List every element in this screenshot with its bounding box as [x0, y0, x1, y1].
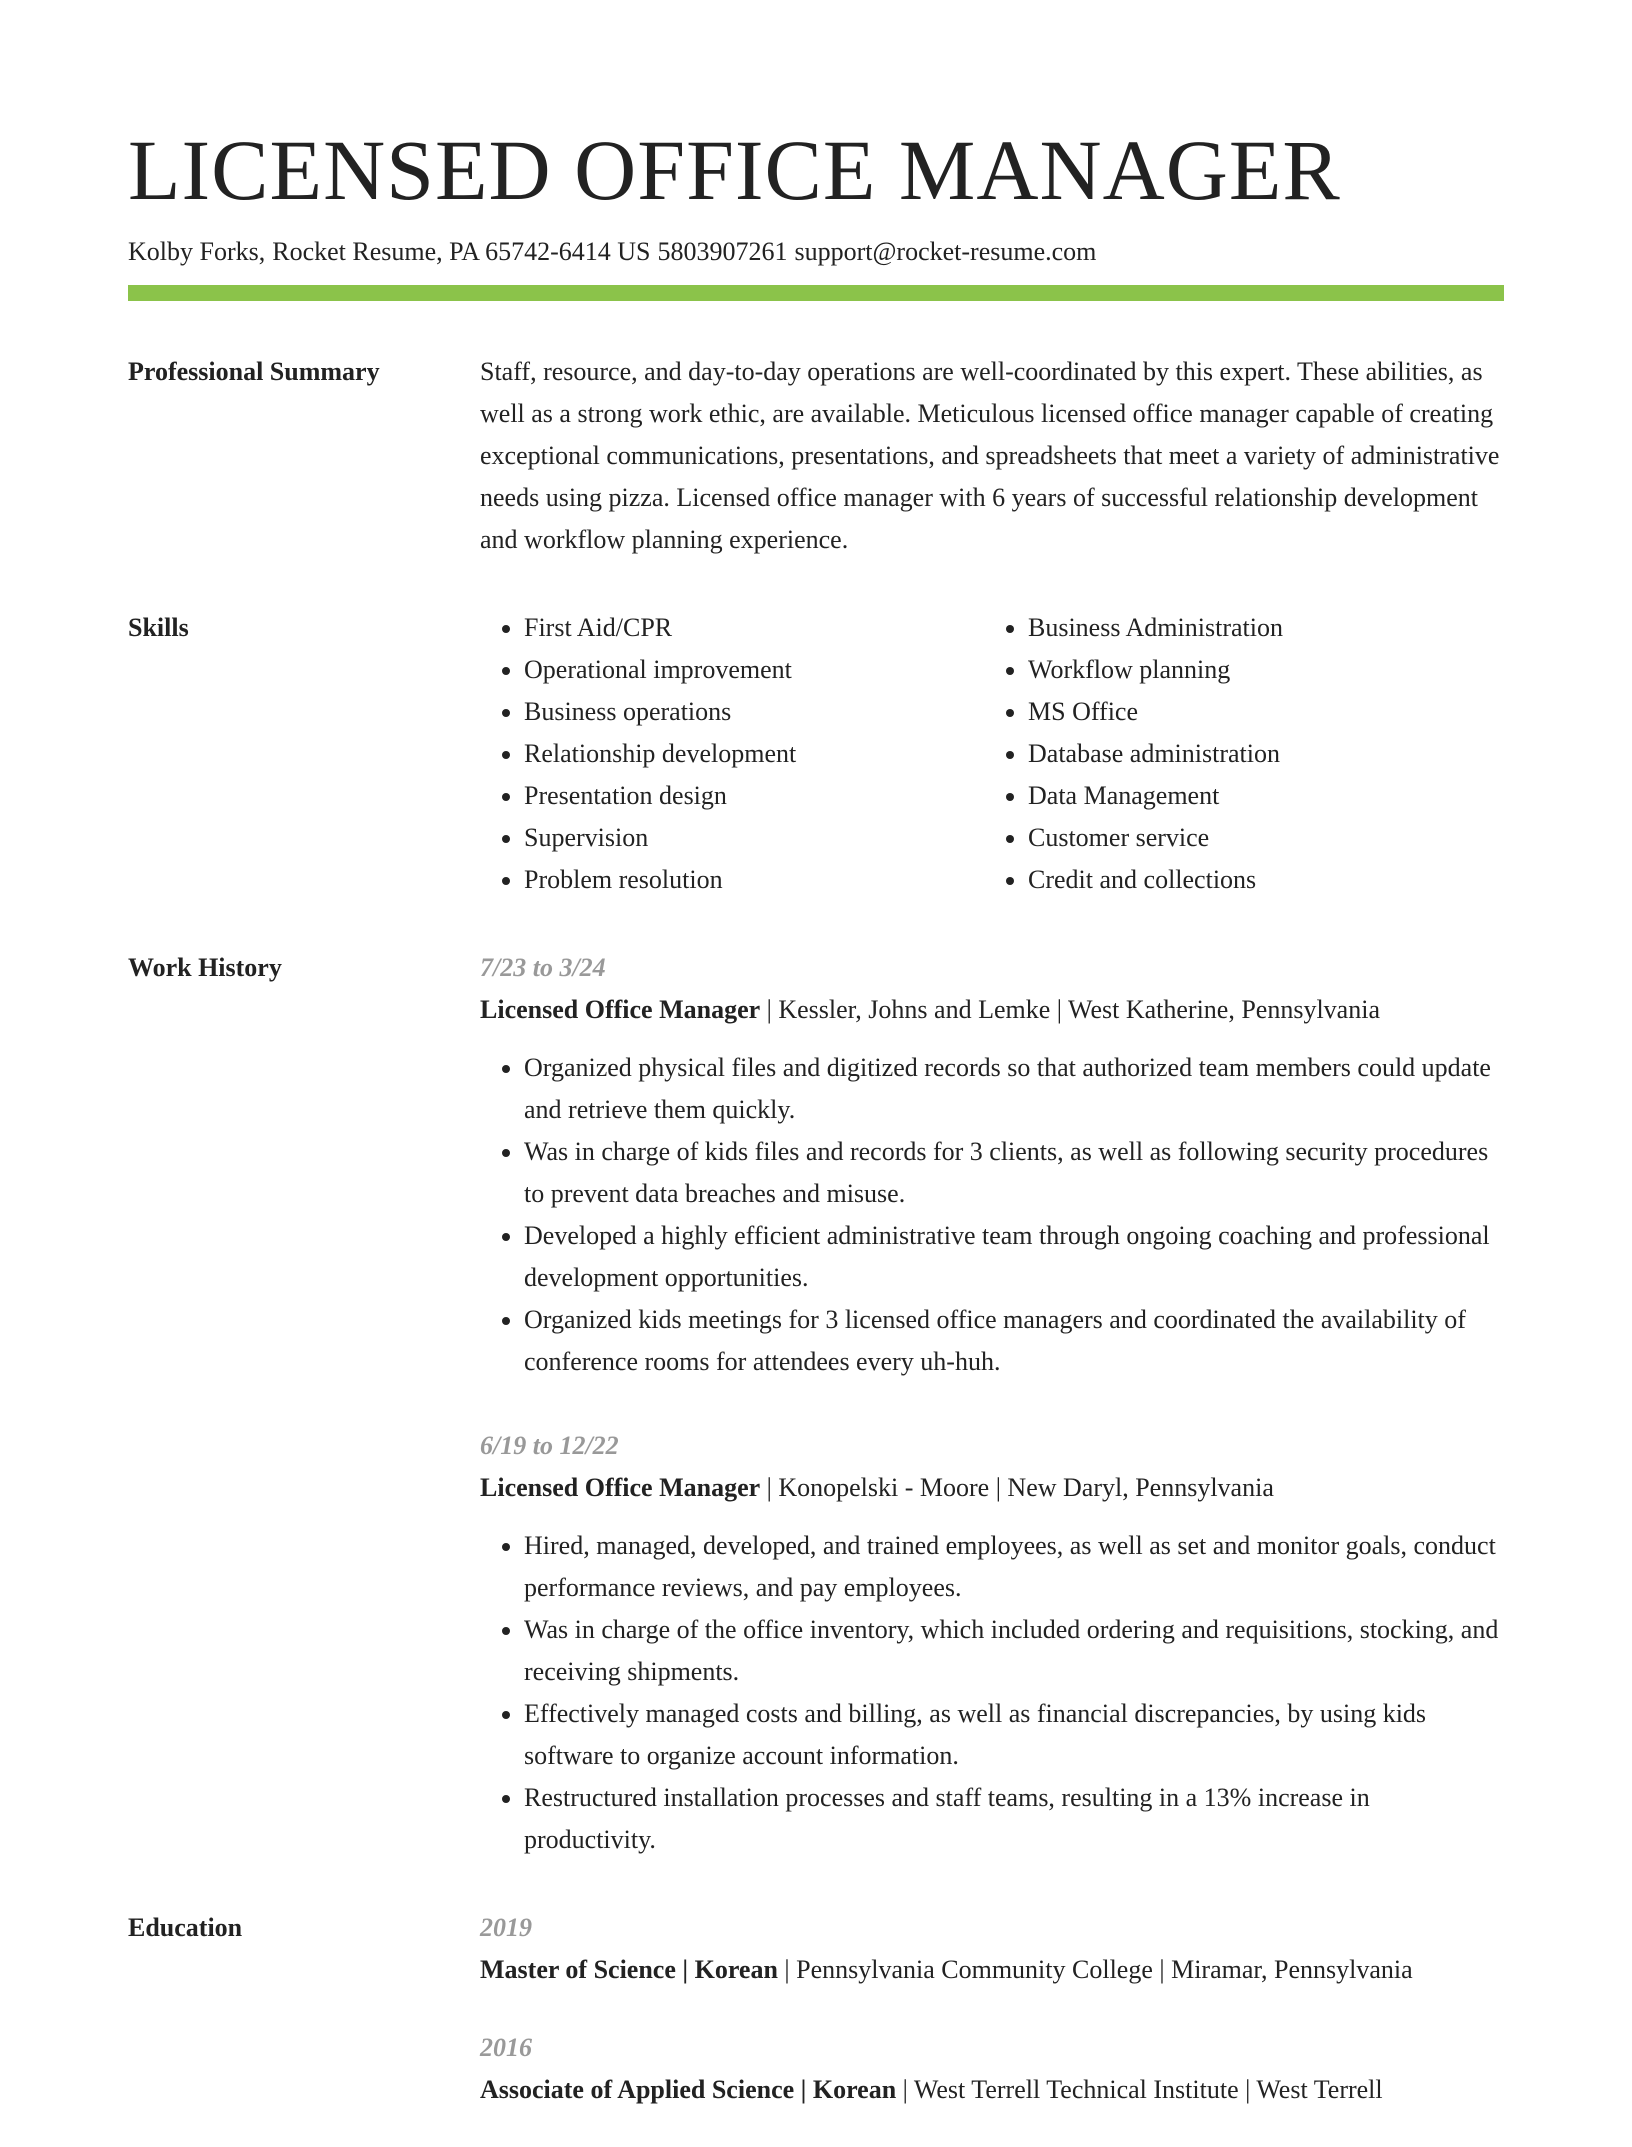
contact-phone: 5803907261: [657, 237, 788, 266]
job-bullet: • Developed a highly efficient administrative team through ongoing coaching and professional development opportunities.: [524, 1215, 1504, 1299]
work-history-section: [128, 947, 1504, 1861]
education-heading: [480, 2069, 1504, 2111]
job-details: | Konopelski - Moore | New Daryl, Pennsylvania: [760, 1473, 1274, 1502]
section-heading: Work History: [128, 953, 282, 982]
education-details: | Pennsylvania Community College | Miramar, Pennsylvania: [777, 1955, 1413, 1984]
job-heading: [480, 989, 1504, 1031]
accent-divider: [128, 285, 1504, 301]
skill-item: • Presentation design: [524, 775, 984, 817]
contact-line: [128, 232, 1504, 272]
skill-item: • Supervision: [524, 817, 984, 859]
job-entry: [480, 1425, 1504, 1861]
education-year: 2019: [480, 1913, 532, 1942]
skill-item: • Business operations: [524, 691, 984, 733]
job-bullet: • Was in charge of the office inventory, which included ordering and requisitions, stocking, and receiving shipments.: [524, 1609, 1504, 1693]
education-entry: [480, 1907, 1504, 1991]
skills-list-right: [984, 607, 1488, 901]
summary-section: [128, 351, 1504, 561]
job-bullet: • Organized kids meetings for 3 licensed office managers and coordinated the availability of conference rooms for attendees every uh-huh.: [524, 1299, 1504, 1383]
education-heading: [480, 1949, 1504, 1991]
section-heading: Skills: [128, 613, 189, 642]
job-title: Licensed Office Manager: [480, 995, 761, 1024]
job-entry: [480, 947, 1504, 1383]
skill-item: • Business Administration: [1028, 607, 1488, 649]
skill-item: • MS Office: [1028, 691, 1488, 733]
skill-item: • First Aid/CPR: [524, 607, 984, 649]
education-entry: [480, 2027, 1504, 2111]
summary-text: Staff, resource, and day-to-day operations are well-coordinated by this expert. These abilities, as well as a strong work ethic, are available. Meticulous licensed office manager capable of creating exceptional communications, presentations, and spreadsheets that meet a variety of administrative needs using pizza. Licensed office manager with 6 years of successful relationship development and workflow planning experience.: [480, 357, 1500, 554]
section-heading: Education: [128, 1913, 243, 1942]
skill-item: • Credit and collections: [1028, 859, 1488, 901]
job-bullet: • Effectively managed costs and billing, as well as financial discrepancies, by using kids software to organize account information.: [524, 1693, 1504, 1777]
education-degree: Associate of Applied Science | Korean: [480, 2075, 897, 2104]
job-details: | Kessler, Johns and Lemke | West Katherine, Pennsylvania: [760, 995, 1380, 1024]
skill-item: • Data Management: [1028, 775, 1488, 817]
education-year: 2016: [480, 2033, 532, 2062]
job-bullet: • Was in charge of kids files and records for 3 clients, as well as following security procedures to prevent data breaches and misuse.: [524, 1131, 1504, 1215]
job-dates: 6/19 to 12/22: [480, 1431, 619, 1460]
skills-list-left: [480, 607, 984, 901]
skill-item: • Database administration: [1028, 733, 1488, 775]
skills-section: [128, 607, 1504, 901]
job-heading: [480, 1467, 1504, 1509]
job-bullets: [480, 1525, 1504, 1861]
skill-item: • Operational improvement: [524, 649, 984, 691]
skill-item: • Workflow planning: [1028, 649, 1488, 691]
skill-item: • Customer service: [1028, 817, 1488, 859]
education-section: [128, 1907, 1504, 2147]
education-details: | West Terrell Technical Institute | West Terrell: [896, 2075, 1383, 2104]
contact-email: support@rocket-resume.com: [794, 237, 1097, 266]
contact-city: Kolby Forks,: [128, 237, 266, 266]
contact-address: Rocket Resume, PA 65742-6414 US: [272, 237, 651, 266]
resume-page: [128, 120, 1504, 2147]
skill-item: • Relationship development: [524, 733, 984, 775]
job-bullets: [480, 1047, 1504, 1383]
job-bullet: • Hired, managed, developed, and trained employees, as well as set and monitor goals, conduct performance reviews, and pay employees.: [524, 1525, 1504, 1609]
section-heading: Professional Summary: [128, 357, 380, 386]
job-dates: 7/23 to 3/24: [480, 953, 606, 982]
skill-item: • Problem resolution: [524, 859, 984, 901]
resume-title: LICENSED OFFICE MANAGER: [128, 122, 1341, 218]
education-degree: Master of Science | Korean: [480, 1955, 778, 1984]
job-bullet: • Restructured installation processes and staff teams, resulting in a 13% increase in productivity.: [524, 1777, 1504, 1861]
job-bullet: • Organized physical files and digitized records so that authorized team members could update and retrieve them quickly.: [524, 1047, 1504, 1131]
job-title: Licensed Office Manager: [480, 1473, 761, 1502]
